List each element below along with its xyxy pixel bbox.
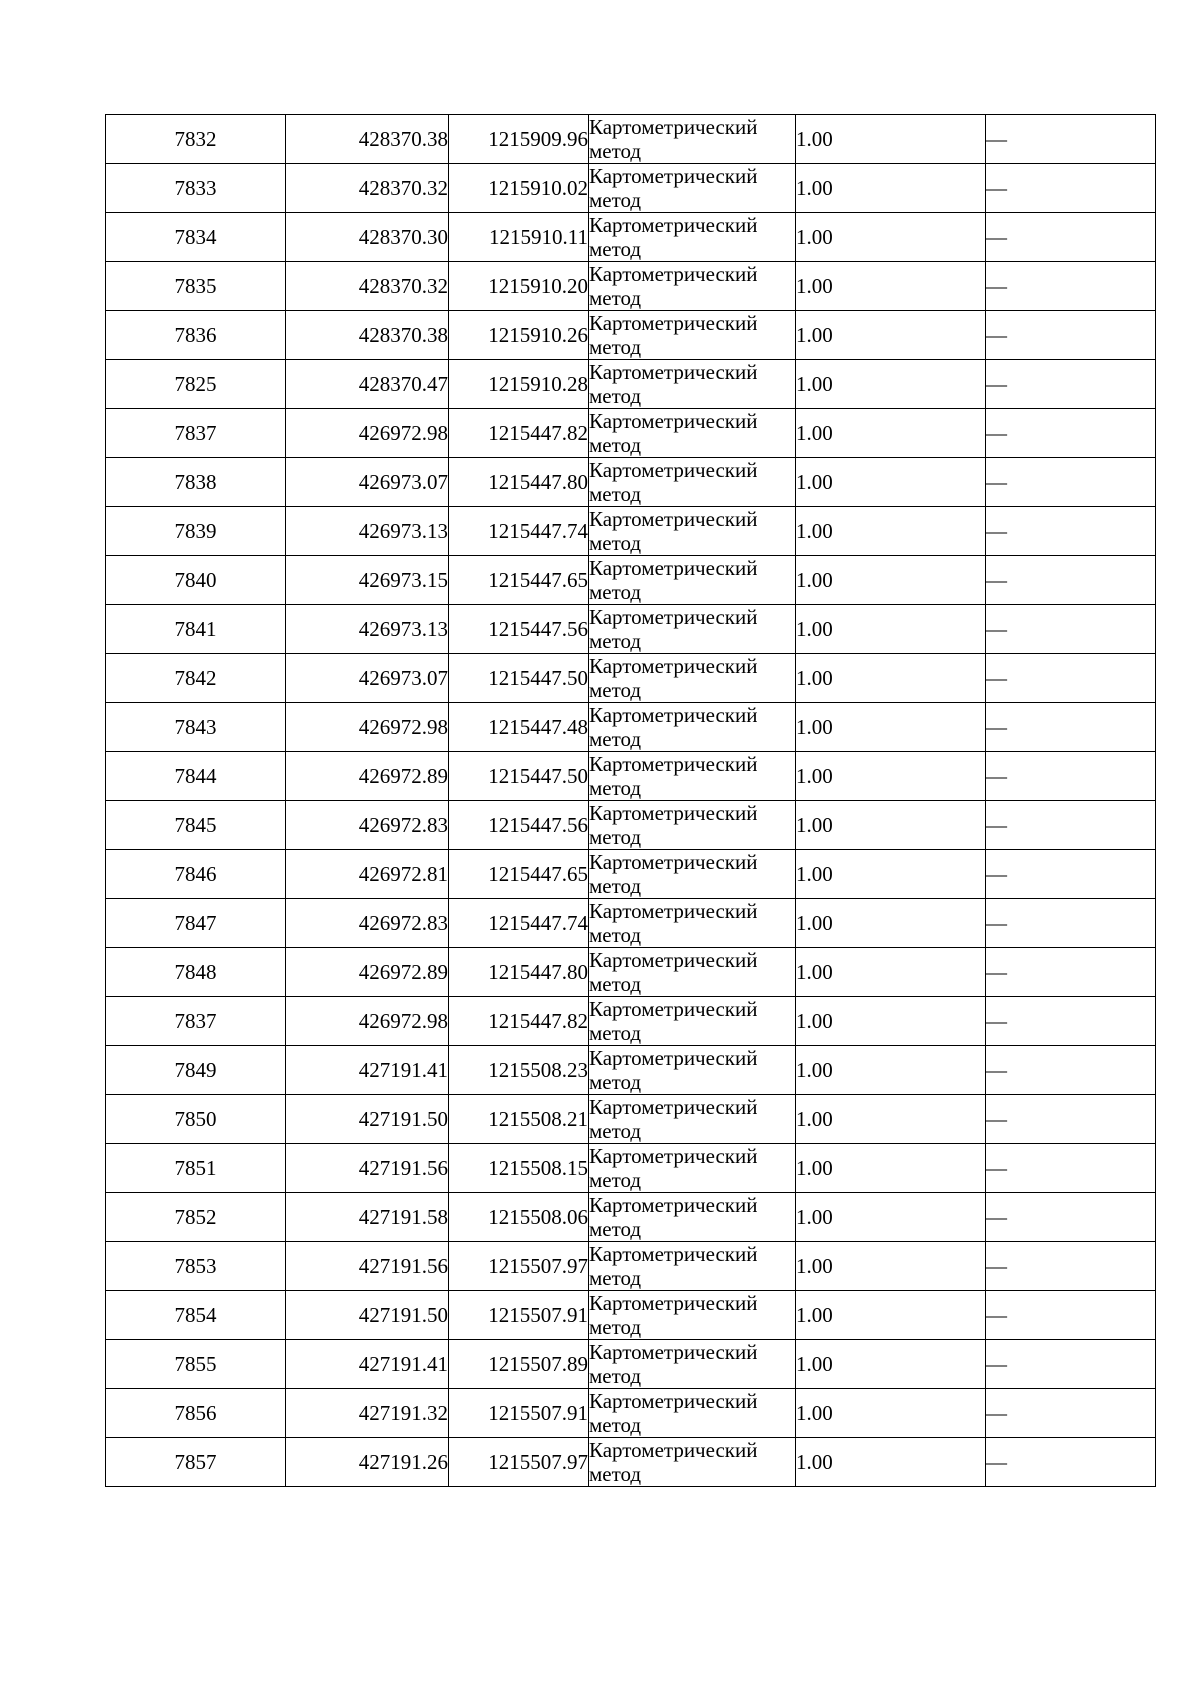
coordinates-table bbox=[105, 114, 1156, 1487]
point-number-cell: 7837 bbox=[106, 409, 286, 458]
y-coordinate-cell: 1215507.91 bbox=[449, 1291, 589, 1340]
y-coordinate-cell: 1215507.91 bbox=[449, 1389, 589, 1438]
description-cell: — bbox=[986, 360, 1156, 409]
description-cell: — bbox=[986, 1193, 1156, 1242]
description-cell: — bbox=[986, 605, 1156, 654]
table-row bbox=[106, 1046, 1156, 1095]
table-row bbox=[106, 213, 1156, 262]
method-cell: Картометрический метод bbox=[589, 899, 796, 948]
y-coordinate-cell: 1215447.80 bbox=[449, 948, 589, 997]
point-number-cell: 7845 bbox=[106, 801, 286, 850]
coordinates-table-body bbox=[106, 115, 1156, 1487]
description-cell: — bbox=[986, 1046, 1156, 1095]
x-coordinate-cell: 427191.32 bbox=[286, 1389, 449, 1438]
table-row bbox=[106, 1242, 1156, 1291]
point-number-cell: 7842 bbox=[106, 654, 286, 703]
method-cell: Картометрический метод bbox=[589, 311, 796, 360]
description-cell: — bbox=[986, 997, 1156, 1046]
description-cell: — bbox=[986, 409, 1156, 458]
accuracy-cell: 1.00 bbox=[796, 1340, 986, 1389]
x-coordinate-cell: 427191.58 bbox=[286, 1193, 449, 1242]
y-coordinate-cell: 1215447.56 bbox=[449, 605, 589, 654]
y-coordinate-cell: 1215447.48 bbox=[449, 703, 589, 752]
x-coordinate-cell: 426972.98 bbox=[286, 997, 449, 1046]
table-row bbox=[106, 311, 1156, 360]
point-number-cell: 7849 bbox=[106, 1046, 286, 1095]
x-coordinate-cell: 426972.83 bbox=[286, 899, 449, 948]
x-coordinate-cell: 426973.13 bbox=[286, 507, 449, 556]
method-cell: Картометрический метод bbox=[589, 850, 796, 899]
accuracy-cell: 1.00 bbox=[796, 997, 986, 1046]
x-coordinate-cell: 428370.47 bbox=[286, 360, 449, 409]
method-cell: Картометрический метод bbox=[589, 752, 796, 801]
point-number-cell: 7843 bbox=[106, 703, 286, 752]
y-coordinate-cell: 1215447.74 bbox=[449, 507, 589, 556]
method-cell: Картометрический метод bbox=[589, 556, 796, 605]
point-number-cell: 7853 bbox=[106, 1242, 286, 1291]
point-number-cell: 7848 bbox=[106, 948, 286, 997]
x-coordinate-cell: 426972.89 bbox=[286, 948, 449, 997]
point-number-cell: 7834 bbox=[106, 213, 286, 262]
description-cell: — bbox=[986, 752, 1156, 801]
x-coordinate-cell: 426972.98 bbox=[286, 703, 449, 752]
x-coordinate-cell: 426972.83 bbox=[286, 801, 449, 850]
x-coordinate-cell: 428370.38 bbox=[286, 311, 449, 360]
y-coordinate-cell: 1215910.26 bbox=[449, 311, 589, 360]
table-row bbox=[106, 360, 1156, 409]
table-row bbox=[106, 801, 1156, 850]
method-cell: Картометрический метод bbox=[589, 458, 796, 507]
table-row bbox=[106, 654, 1156, 703]
y-coordinate-cell: 1215447.82 bbox=[449, 409, 589, 458]
description-cell: — bbox=[986, 948, 1156, 997]
y-coordinate-cell: 1215507.97 bbox=[449, 1242, 589, 1291]
accuracy-cell: 1.00 bbox=[796, 507, 986, 556]
point-number-cell: 7833 bbox=[106, 164, 286, 213]
y-coordinate-cell: 1215910.20 bbox=[449, 262, 589, 311]
description-cell: — bbox=[986, 1242, 1156, 1291]
x-coordinate-cell: 428370.32 bbox=[286, 164, 449, 213]
description-cell: — bbox=[986, 1438, 1156, 1487]
method-cell: Картометрический метод bbox=[589, 948, 796, 997]
y-coordinate-cell: 1215447.50 bbox=[449, 654, 589, 703]
y-coordinate-cell: 1215447.82 bbox=[449, 997, 589, 1046]
x-coordinate-cell: 427191.26 bbox=[286, 1438, 449, 1487]
x-coordinate-cell: 426972.89 bbox=[286, 752, 449, 801]
table-row bbox=[106, 1389, 1156, 1438]
method-cell: Картометрический метод bbox=[589, 1438, 796, 1487]
table-row bbox=[106, 752, 1156, 801]
accuracy-cell: 1.00 bbox=[796, 605, 986, 654]
accuracy-cell: 1.00 bbox=[796, 213, 986, 262]
y-coordinate-cell: 1215447.56 bbox=[449, 801, 589, 850]
description-cell: — bbox=[986, 115, 1156, 164]
description-cell: — bbox=[986, 1291, 1156, 1340]
accuracy-cell: 1.00 bbox=[796, 164, 986, 213]
table-row bbox=[106, 948, 1156, 997]
point-number-cell: 7851 bbox=[106, 1144, 286, 1193]
point-number-cell: 7844 bbox=[106, 752, 286, 801]
method-cell: Картометрический метод bbox=[589, 1095, 796, 1144]
point-number-cell: 7856 bbox=[106, 1389, 286, 1438]
y-coordinate-cell: 1215910.28 bbox=[449, 360, 589, 409]
x-coordinate-cell: 426973.07 bbox=[286, 458, 449, 507]
accuracy-cell: 1.00 bbox=[796, 311, 986, 360]
y-coordinate-cell: 1215447.80 bbox=[449, 458, 589, 507]
accuracy-cell: 1.00 bbox=[796, 409, 986, 458]
table-row bbox=[106, 703, 1156, 752]
point-number-cell: 7835 bbox=[106, 262, 286, 311]
description-cell: — bbox=[986, 899, 1156, 948]
table-row bbox=[106, 262, 1156, 311]
description-cell: — bbox=[986, 311, 1156, 360]
accuracy-cell: 1.00 bbox=[796, 1144, 986, 1193]
method-cell: Картометрический метод bbox=[589, 997, 796, 1046]
x-coordinate-cell: 426972.81 bbox=[286, 850, 449, 899]
y-coordinate-cell: 1215508.23 bbox=[449, 1046, 589, 1095]
accuracy-cell: 1.00 bbox=[796, 948, 986, 997]
accuracy-cell: 1.00 bbox=[796, 1438, 986, 1487]
accuracy-cell: 1.00 bbox=[796, 801, 986, 850]
method-cell: Картометрический метод bbox=[589, 1242, 796, 1291]
method-cell: Картометрический метод bbox=[589, 1389, 796, 1438]
method-cell: Картометрический метод bbox=[589, 703, 796, 752]
description-cell: — bbox=[986, 213, 1156, 262]
accuracy-cell: 1.00 bbox=[796, 703, 986, 752]
description-cell: — bbox=[986, 801, 1156, 850]
method-cell: Картометрический метод bbox=[589, 507, 796, 556]
x-coordinate-cell: 428370.32 bbox=[286, 262, 449, 311]
table-row bbox=[106, 556, 1156, 605]
table-row bbox=[106, 1144, 1156, 1193]
description-cell: — bbox=[986, 703, 1156, 752]
table-row bbox=[106, 1291, 1156, 1340]
accuracy-cell: 1.00 bbox=[796, 458, 986, 507]
x-coordinate-cell: 426973.15 bbox=[286, 556, 449, 605]
y-coordinate-cell: 1215909.96 bbox=[449, 115, 589, 164]
description-cell: — bbox=[986, 1095, 1156, 1144]
description-cell: — bbox=[986, 654, 1156, 703]
point-number-cell: 7825 bbox=[106, 360, 286, 409]
point-number-cell: 7841 bbox=[106, 605, 286, 654]
method-cell: Картометрический метод bbox=[589, 1291, 796, 1340]
point-number-cell: 7838 bbox=[106, 458, 286, 507]
description-cell: — bbox=[986, 850, 1156, 899]
method-cell: Картометрический метод bbox=[589, 164, 796, 213]
table-row bbox=[106, 997, 1156, 1046]
y-coordinate-cell: 1215447.50 bbox=[449, 752, 589, 801]
method-cell: Картометрический метод bbox=[589, 801, 796, 850]
table-row bbox=[106, 1438, 1156, 1487]
x-coordinate-cell: 427191.56 bbox=[286, 1144, 449, 1193]
accuracy-cell: 1.00 bbox=[796, 115, 986, 164]
accuracy-cell: 1.00 bbox=[796, 654, 986, 703]
x-coordinate-cell: 427191.56 bbox=[286, 1242, 449, 1291]
accuracy-cell: 1.00 bbox=[796, 752, 986, 801]
y-coordinate-cell: 1215508.06 bbox=[449, 1193, 589, 1242]
point-number-cell: 7840 bbox=[106, 556, 286, 605]
table-row bbox=[106, 164, 1156, 213]
y-coordinate-cell: 1215447.65 bbox=[449, 850, 589, 899]
description-cell: — bbox=[986, 556, 1156, 605]
point-number-cell: 7857 bbox=[106, 1438, 286, 1487]
description-cell: — bbox=[986, 1389, 1156, 1438]
x-coordinate-cell: 427191.41 bbox=[286, 1046, 449, 1095]
point-number-cell: 7847 bbox=[106, 899, 286, 948]
accuracy-cell: 1.00 bbox=[796, 1291, 986, 1340]
accuracy-cell: 1.00 bbox=[796, 1095, 986, 1144]
accuracy-cell: 1.00 bbox=[796, 262, 986, 311]
y-coordinate-cell: 1215507.89 bbox=[449, 1340, 589, 1389]
x-coordinate-cell: 427191.50 bbox=[286, 1291, 449, 1340]
method-cell: Картометрический метод bbox=[589, 262, 796, 311]
x-coordinate-cell: 428370.38 bbox=[286, 115, 449, 164]
point-number-cell: 7854 bbox=[106, 1291, 286, 1340]
table-row bbox=[106, 605, 1156, 654]
point-number-cell: 7855 bbox=[106, 1340, 286, 1389]
y-coordinate-cell: 1215910.11 bbox=[449, 213, 589, 262]
method-cell: Картометрический метод bbox=[589, 360, 796, 409]
method-cell: Картометрический метод bbox=[589, 213, 796, 262]
x-coordinate-cell: 427191.41 bbox=[286, 1340, 449, 1389]
accuracy-cell: 1.00 bbox=[796, 1193, 986, 1242]
description-cell: — bbox=[986, 1340, 1156, 1389]
description-cell: — bbox=[986, 164, 1156, 213]
method-cell: Картометрический метод bbox=[589, 1046, 796, 1095]
description-cell: — bbox=[986, 507, 1156, 556]
y-coordinate-cell: 1215507.97 bbox=[449, 1438, 589, 1487]
description-cell: — bbox=[986, 1144, 1156, 1193]
point-number-cell: 7846 bbox=[106, 850, 286, 899]
accuracy-cell: 1.00 bbox=[796, 360, 986, 409]
method-cell: Картометрический метод bbox=[589, 654, 796, 703]
table-row bbox=[106, 507, 1156, 556]
method-cell: Картометрический метод bbox=[589, 605, 796, 654]
point-number-cell: 7850 bbox=[106, 1095, 286, 1144]
x-coordinate-cell: 426973.07 bbox=[286, 654, 449, 703]
table-row bbox=[106, 458, 1156, 507]
y-coordinate-cell: 1215508.21 bbox=[449, 1095, 589, 1144]
table-row bbox=[106, 899, 1156, 948]
table-row bbox=[106, 409, 1156, 458]
y-coordinate-cell: 1215447.65 bbox=[449, 556, 589, 605]
method-cell: Картометрический метод bbox=[589, 1340, 796, 1389]
accuracy-cell: 1.00 bbox=[796, 1046, 986, 1095]
accuracy-cell: 1.00 bbox=[796, 1242, 986, 1291]
x-coordinate-cell: 427191.50 bbox=[286, 1095, 449, 1144]
table-row bbox=[106, 850, 1156, 899]
table-row bbox=[106, 115, 1156, 164]
description-cell: — bbox=[986, 262, 1156, 311]
point-number-cell: 7836 bbox=[106, 311, 286, 360]
method-cell: Картометрический метод bbox=[589, 409, 796, 458]
accuracy-cell: 1.00 bbox=[796, 556, 986, 605]
table-row bbox=[106, 1340, 1156, 1389]
accuracy-cell: 1.00 bbox=[796, 850, 986, 899]
y-coordinate-cell: 1215508.15 bbox=[449, 1144, 589, 1193]
accuracy-cell: 1.00 bbox=[796, 1389, 986, 1438]
description-cell: — bbox=[986, 458, 1156, 507]
y-coordinate-cell: 1215447.74 bbox=[449, 899, 589, 948]
x-coordinate-cell: 426973.13 bbox=[286, 605, 449, 654]
method-cell: Картометрический метод bbox=[589, 1193, 796, 1242]
x-coordinate-cell: 426972.98 bbox=[286, 409, 449, 458]
method-cell: Картометрический метод bbox=[589, 115, 796, 164]
accuracy-cell: 1.00 bbox=[796, 899, 986, 948]
x-coordinate-cell: 428370.30 bbox=[286, 213, 449, 262]
table-row bbox=[106, 1193, 1156, 1242]
point-number-cell: 7832 bbox=[106, 115, 286, 164]
method-cell: Картометрический метод bbox=[589, 1144, 796, 1193]
y-coordinate-cell: 1215910.02 bbox=[449, 164, 589, 213]
point-number-cell: 7852 bbox=[106, 1193, 286, 1242]
table-row bbox=[106, 1095, 1156, 1144]
point-number-cell: 7839 bbox=[106, 507, 286, 556]
point-number-cell: 7837 bbox=[106, 997, 286, 1046]
